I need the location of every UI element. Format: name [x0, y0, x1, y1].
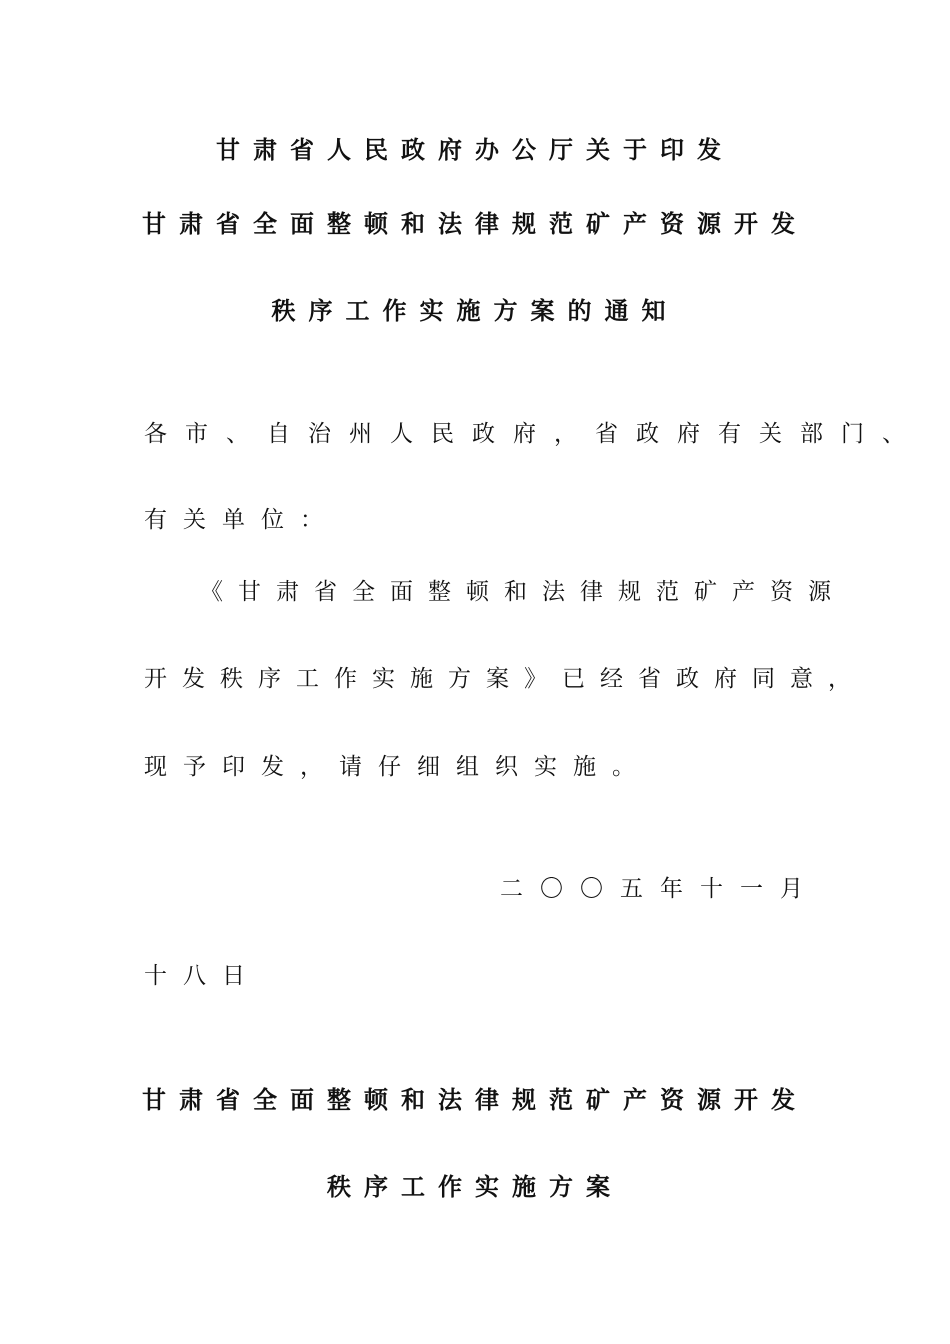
salutation-line-1: 各市、自治州人民政府，省政府有关部门、: [144, 421, 923, 447]
plan-title-line-2: 秩序工作实施方案: [327, 1173, 623, 1201]
notice-title-line-3: 秩序工作实施方案的通知: [271, 297, 679, 325]
notice-title-line-2: 甘肃省全面整顿和法律规范矿产资源开发: [142, 210, 808, 238]
body-line-3: 现予印发，请仔细组织实施。: [144, 754, 651, 780]
date-line-2: 十八日: [144, 963, 261, 989]
salutation-line-2: 有关单位：: [144, 507, 339, 533]
body-line-1: 《甘肃省全面整顿和法律规范矿产资源: [200, 579, 846, 605]
plan-title-line-1: 甘肃省全面整顿和法律规范矿产资源开发: [142, 1086, 808, 1114]
body-line-2: 开发秩序工作实施方案》已经省政府同意，: [144, 666, 866, 692]
notice-title-line-1: 甘肃省人民政府办公厅关于印发: [216, 136, 734, 164]
date-line-1: 二〇〇五年十一月: [500, 876, 820, 902]
